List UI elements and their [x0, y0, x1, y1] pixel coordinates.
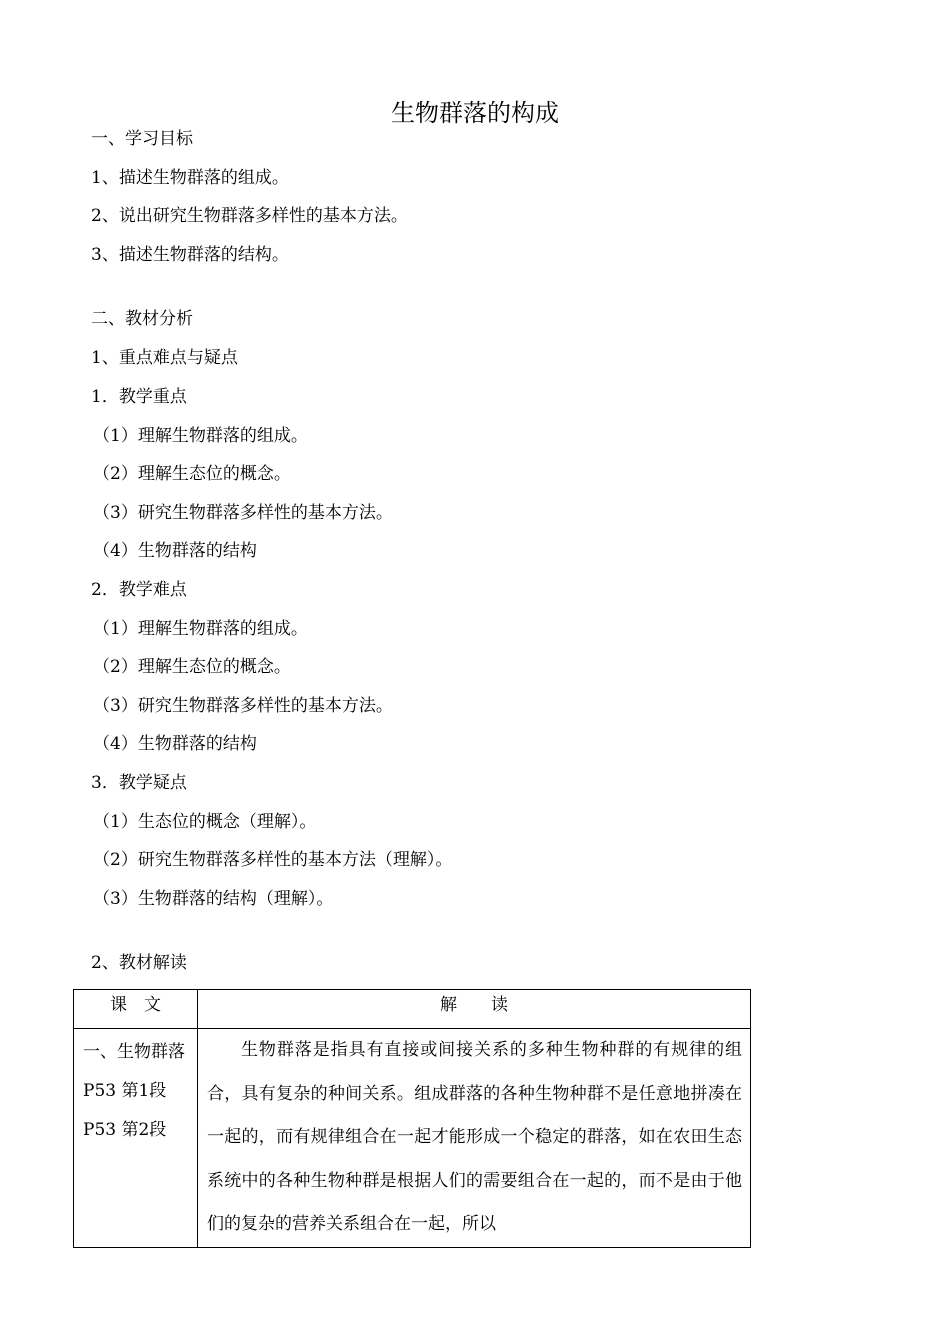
list-item: （2）理解生态位的概念。 — [93, 464, 291, 484]
table-cell-text — [74, 1029, 198, 1248]
page-title: 生物群落的构成 — [391, 99, 559, 127]
objective-item: 3、描述生物群落的结构。 — [91, 245, 289, 265]
reading-table — [73, 989, 751, 1248]
table-header-interpretation — [198, 990, 751, 1029]
table-row — [74, 1029, 751, 1248]
subsection-heading: 1、重点难点与疑点 — [91, 348, 238, 368]
list-item: （4）生物群落的结构 — [93, 541, 257, 561]
interpretation-paragraph: 生物群落是指具有直接或间接关系的多种生物种群的有规律的组合，具有复杂的种间关系。组成群落的各种生物种群不是任意地拼凑在一起的，而有规律组合在一起才能形成一个稳定的群落，如在农田生态系统中的各种生物种群是根据人们的需要组合在一起的，而不是由于他们的复杂的营养关系组合在一起，所以 — [207, 1040, 742, 1234]
subsection-heading: 2、教材解读 — [91, 953, 187, 973]
table-header-row — [74, 990, 751, 1029]
list-item: （1）理解生物群落的组成。 — [93, 619, 308, 639]
table-header-text — [74, 990, 198, 1029]
section-heading-analysis: 二、教材分析 — [91, 309, 193, 329]
list-heading: 3．教学疑点 — [91, 773, 187, 793]
list-item: （3）生物群落的结构（理解）。 — [93, 889, 334, 909]
list-heading: 2．教学难点 — [91, 580, 187, 600]
table-cell-interpretation — [198, 1029, 751, 1248]
list-item: （3）研究生物群落多样性的基本方法。 — [93, 503, 393, 523]
section-heading-objectives: 一、学习目标 — [91, 129, 193, 149]
list-item: （4）生物群落的结构 — [93, 734, 257, 754]
table-header-label: 解 读 — [440, 995, 508, 1015]
row-title: 一、生物群落 — [83, 1042, 185, 1062]
list-item: （2）研究生物群落多样性的基本方法（理解）。 — [93, 850, 453, 870]
table-header-label: 课 文 — [110, 995, 161, 1015]
list-item: （1）生态位的概念（理解）。 — [93, 812, 317, 832]
page-ref: P53 第1段 — [83, 1081, 167, 1101]
page-ref: P53 第2段 — [83, 1120, 167, 1140]
list-item: （3）研究生物群落多样性的基本方法。 — [93, 696, 393, 716]
list-item: （2）理解生态位的概念。 — [93, 657, 291, 677]
list-item: （1）理解生物群落的组成。 — [93, 426, 308, 446]
list-heading: 1．教学重点 — [91, 387, 187, 407]
objective-item: 1、描述生物群落的组成。 — [91, 168, 289, 188]
objective-item: 2、说出研究生物群落多样性的基本方法。 — [91, 206, 408, 226]
